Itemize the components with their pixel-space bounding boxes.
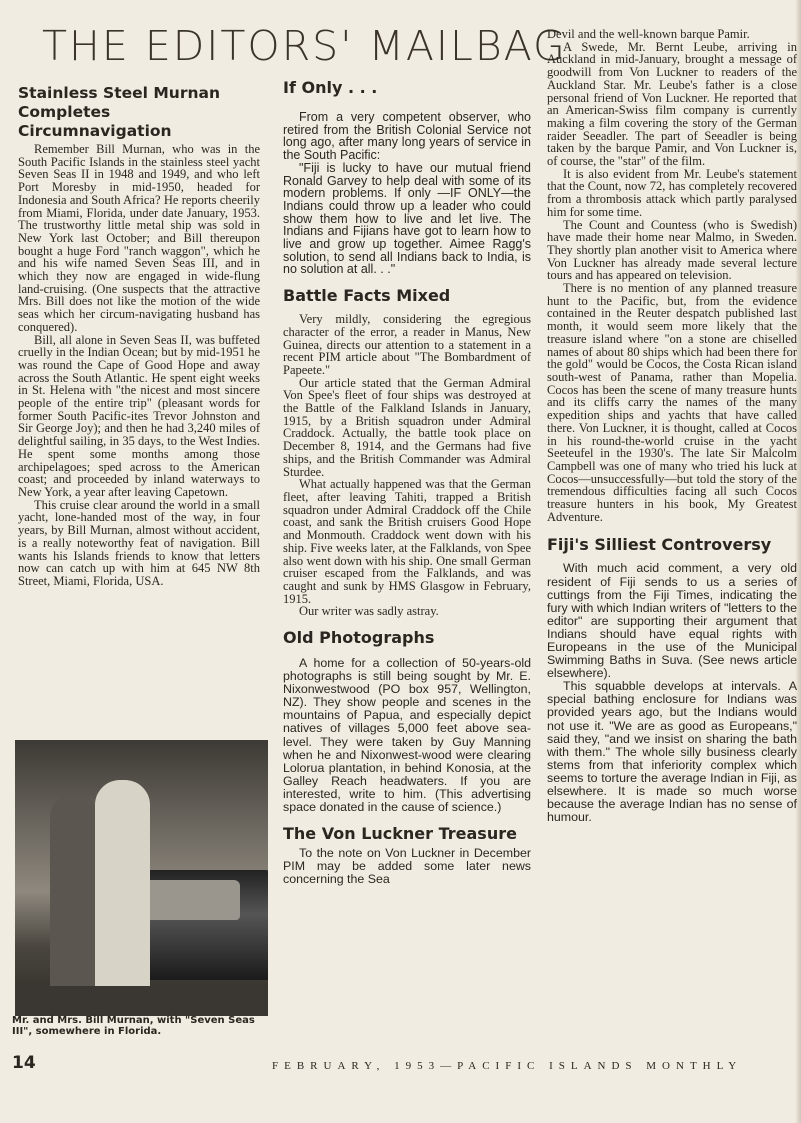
silliest-paragraph-1: With much acid comment, a very old resident of Fiji sends to us a series of cuttings from the Fiji Times, indicating the fury with which Indian writers of "letters to the editor" are supporting their argument that Indians should have equal rights with Europeans in the use of the Municipal Swimming Baths in Suva. (See news article elsewhere). — [547, 561, 797, 681]
luckner-paragraph-3: A Swede, Mr. Bernt Leube, arriving in Auckland in mid-January, brought a message of goodwill from Von Luckner to readers of the Auckland Star. Mr. Leube's father is a close personal friend of Von Luckner. He reported that an American-Swiss film company is currently making a film covering the story of the German raider Seeadler. The part of Seeadler is being taken by the barque Pamir, and Von Luckner is, of course, the "star" of the film. — [547, 39, 797, 169]
luckner-paragraph-5: The Count and Countess (who is Swedish) have made their home near Malmo, in Sweden. They shortly plan another visit to America where Von Luckner has already made several lecture tours and has appeared on television. — [547, 217, 797, 283]
luckner-paragraph-6: There is no mention of any planned treasure hunt to the Pacific, but, from the evidence contained in the Reuter despatch published last month, it would seem more likely that the treasure island where "on a stone are chiselled names of about 80 ships which had been there for the gold" would be Cocos, the Costa Rican island south-west of Panama, rather than Mopelia. Cocos has been the scene of many treasure hunts and its cliffs carry the names of the many expedition ships and yachts that have called there. Von Luckner, it is thought, called at Cocos in his round-the-world cruise in the yacht Seeteufel in the 1930's. The late Sir Malcolm Campbell was one of many who tried his luck at Cocos—unsuccessfully—but told the story of the tremendous difficulties facing all such Cocos treasure hunters in his book, My Greatest Adventure. — [547, 281, 797, 524]
murnan-photo — [15, 740, 268, 1016]
heading-if-only: If Only . . . — [283, 78, 378, 97]
if-only-paragraph-1: From a very competent observer, who retired from the British Colonial Service not long ago, after many long years of service in the South Pacific: — [283, 110, 531, 163]
silliest-paragraph-2: This squabble develops at intervals. A special bathing enclosure for Indians was provided years ago, but the Indians would not use it. "We are as good as Europeans," said they, "and we insist on sharing the bath with them." The whole silly business clearly stems from that inferiority complex which seems to torture the average Indian in Fiji, as elsewhere. It is made so much worse because the average Indian has no sense of humour. — [547, 679, 797, 825]
battle-paragraph-4: Our writer was sadly astray. — [299, 604, 439, 619]
page-title: THE EDITORS' MAILBAG — [42, 22, 567, 70]
murnan-paragraph-3: This cruise clear around the world in a small yacht, lone-handed most of the way, in four years, by Bill Murnan, almost without accident, is a really noteworthy feat of navigation. Bill wants his Islands friends to know that letters now can catch up with him at 645 NW 8th Street, Miami, Florida, USA. — [18, 497, 260, 588]
heading-von-luckner: The Von Luckner Treasure — [283, 824, 517, 844]
article-heading-murnan-line2: Completes Circumnavigation — [18, 103, 172, 140]
section-if-only — [283, 78, 531, 276]
column-middle — [283, 78, 531, 896]
murnan-paragraph-1: Remember Bill Murnan, who was in the South Pacific Islands in the stainless steel yacht Seven Seas II in 1948 and 1949, and who left Port Moresby in mid-1950, headed for Indonesia and South Africa? He reports cheerily from Miami, Florida, under date January, 1953. The trustworthy little metal ship was sold in New York last October; and Bill thereupon bought a huge Ford "ranch waggon", which he and his wife named Seven Seas III, and in which they now are engaged in wide-flung land-cruising. (One suspects that the attractive Mrs. Bill does not like the motion of the wide seas which her circum-navigating husband has conquered). — [18, 142, 260, 334]
section-fiji-silliest — [547, 535, 797, 824]
murnan-paragraph-2: Bill, all alone in Seven Seas II, was buffeted cruelly in the Indian Ocean; but by mid-1951 he was round the Cape of Good Hope and away across the South Atlantic. He spent eight weeks in St. Helena with "the nicest and most sincere people of the entire trip" (pleasant words for former South Pacific-ites Trevor Johnston and Sir George Joy); and then he had 3,240 miles of delightful sailing, in 35 days, to the West Indies. He spent some months among those archipelagoes; sped across to the American coast; and proceeded by inland waterways to New York, a year after leaving Capetown. — [18, 332, 260, 499]
heading-battle-facts: Battle Facts Mixed — [283, 286, 451, 306]
column-right — [547, 28, 797, 834]
mrs-murnan-figure — [50, 795, 98, 1000]
section-von-luckner — [283, 824, 531, 886]
battle-paragraph-2: Our article stated that the German Admiral Von Spee's fleet of four ships was destroyed at the Battle of the Falkland Islands in January, 1915, by a British squadron under Admiral Craddock. Actually, the battle took place on December 8, 1914, and the Germans had five ships, and the British Commander was Admiral Sturdee. — [283, 375, 531, 479]
photo-caption: Mr. and Mrs. Bill Murnan, with "Seven Seas III", somewhere in Florida. — [12, 1015, 255, 1037]
article-heading-murnan-line1: Stainless Steel Murnan — [18, 84, 220, 102]
mr-murnan-figure — [95, 780, 150, 995]
luckner-paragraph-2: Devil and the well-known barque Pamir. — [547, 27, 750, 41]
battle-paragraph-3: What actually happened was that the German fleet, after leaving Tahiti, trapped a British squadron under Admiral Craddock off the Chile coast, and sank the British cruisers Good Hope and Monmouth. Craddock went down with his ship. Five weeks later, at the Falklands, von Spee also went down with his ship. One small German cruiser escaped from the Falklands, and was caught and sunk by HMS Glasgow in February, 1915. — [283, 477, 531, 606]
page-number: 14 — [12, 1053, 36, 1073]
heading-fiji-silliest: Fiji's Silliest Controversy — [547, 535, 772, 555]
page-footer: FEBRUARY, 1953—PACIFIC ISLANDS MONTHLY — [272, 1060, 743, 1072]
if-only-paragraph-2: "Fiji is lucky to have our mutual friend Ronald Garvey to help deal with some of its modern problems. If only —IF ONLY—the Indians could throw up a leader who could show them how to live and let live. The Indians and Fijians have got to learn how to live and grow up together. Aimee Ragg's solution, to send all Indians back to India, is no solution at all. . ." — [283, 160, 531, 277]
photos-paragraph-1: A home for a collection of 50-years-old photographs is still being sought by Mr. E. Nixonwestwood (PO box 957, Wellington, NZ). They show people and scenes in the mountains of Papua, and especially depict natives of villages 5,000 feet above sea-level. They were taken by Guy Manning when he and Nixonwest-wood were clearing Lolorua plantation, in behind Konosia, at the Galley Reach headwaters. If you are interested, write to him. (This advertising space donated in the cause of science.) — [283, 656, 531, 815]
ground-shape — [15, 986, 268, 1016]
column-left — [18, 84, 260, 588]
luckner-paragraph-4: It is also evident from Mr. Leube's statement that the Count, now 72, has completely recovered from a thrombosis attack which partly paralysed him for some time. — [547, 166, 797, 219]
section-old-photographs — [283, 628, 531, 814]
section-battle-facts — [283, 286, 531, 618]
luckner-paragraph-1: To the note on Von Luckner in December PIM may be added some later news concerning the Sea — [283, 846, 531, 887]
battle-paragraph-1: Very mildly, considering the egregious character of the error, a reader in Manus, New Guinea, directs our attention to a statement in a recent PIM article about "The Bombardment of Papeete." — [283, 312, 531, 377]
heading-old-photographs: Old Photographs — [283, 628, 435, 648]
